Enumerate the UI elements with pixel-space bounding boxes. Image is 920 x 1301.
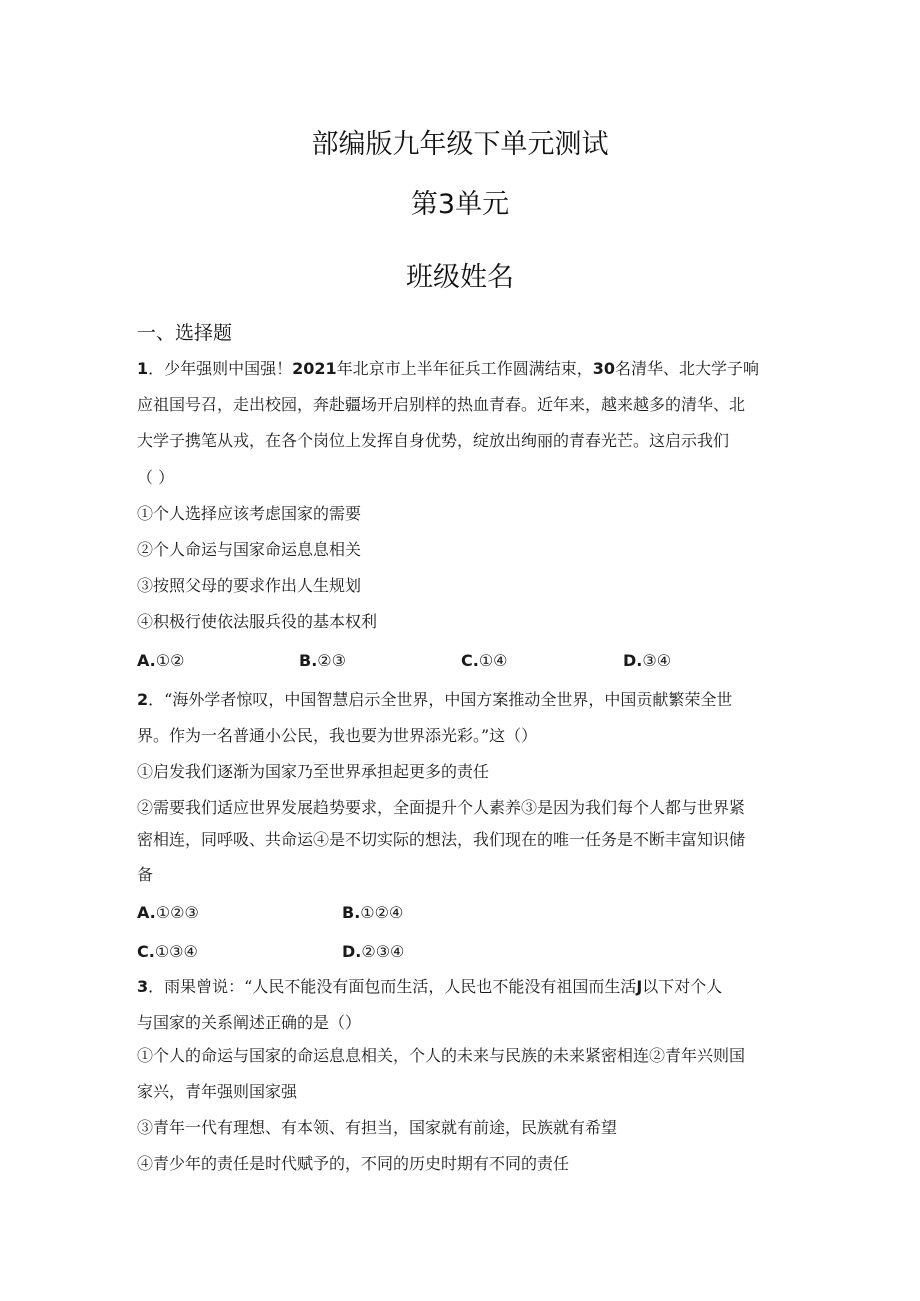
option-value: ①②③ — [155, 903, 199, 922]
question-1-line-1 — [137, 356, 787, 379]
question-1-line-2: 应祖国号召，走出校园，奔赴疆场开启别样的热血青春。近年来，越来越多的清华、北 — [137, 395, 746, 414]
option-letter: A. — [137, 651, 156, 670]
class-name-line: 班级姓名 — [406, 262, 514, 293]
question-3-statement-3: ③青年一代有理想、有本领、有担当，国家就有前途，民族就有希望 — [137, 1118, 618, 1137]
question-3-statement-2: 家兴，青年强则国家强 — [137, 1082, 298, 1101]
option-value: ①②④ — [360, 903, 404, 922]
question-3-statement-1: ①个人的命运与国家的命运息息相关，个人的未来与民族的未来紧密相连②青年兴则国 — [137, 1046, 746, 1065]
q1-text-e: 名清华、北大学子响 — [614, 359, 759, 378]
question-2-option-d[interactable] — [342, 942, 404, 961]
question-1-option-b[interactable] — [299, 651, 346, 670]
question-1-statement-2: ②个人命运与国家命运息息相关 — [137, 540, 362, 559]
question-1-statement-3: ③按照父母的要求作出人生规划 — [137, 576, 362, 595]
q3-text-a: ．雨果曾说：“人民不能没有面包而生活，人民也不能没有祖国而生活 — [148, 977, 637, 996]
question-1-line-4: （ ） — [137, 468, 175, 487]
q1-count: 30 — [592, 359, 615, 378]
question-2-statement-4: 备 — [137, 865, 154, 884]
option-letter: C. — [137, 942, 155, 961]
question-3-line-2: 与国家的关系阐述正确的是（） — [137, 1013, 362, 1032]
question-2-statement-1: ①启发我们逐渐为国家乃至世界承担起更多的责任 — [137, 762, 490, 781]
question-1-option-c[interactable] — [461, 651, 508, 670]
question-2-line-2: 界。作为一名普通小公民，我也要为世界添光彩。”这（） — [137, 726, 538, 745]
question-1-option-a[interactable] — [137, 651, 184, 670]
question-1-statement-1: ①个人选择应该考虑国家的需要 — [137, 504, 362, 523]
option-value: ②③④ — [361, 942, 405, 961]
option-letter: A. — [137, 903, 156, 922]
unit-title: 第3单元 — [410, 189, 510, 220]
q2-text: ．“海外学者惊叹，中国智慧启示全世界，中国方案推动全世界，中国贡献繁荣全世 — [148, 690, 733, 709]
question-1-option-d[interactable] — [623, 651, 671, 670]
q1-year: 2021 — [292, 359, 337, 378]
q1-text-a: ．少年强则中国强！ — [148, 359, 293, 378]
question-2-statement-2: ②需要我们适应世界发展趋势要求，全面提升个人素养③是因为我们每个人都与世界紧 — [137, 798, 746, 817]
option-letter: D. — [342, 942, 362, 961]
option-value: ①④ — [478, 651, 508, 670]
question-2-option-a[interactable] — [137, 903, 199, 922]
doc-title: 部编版九年级下单元测试 — [311, 129, 609, 160]
question-1-number: 1 — [137, 359, 149, 378]
option-letter: B. — [342, 903, 361, 922]
question-1-statement-4: ④积极行使依法服兵役的基本权利 — [137, 612, 378, 631]
question-3-statement-4: ④青少年的责任是时代赋予的，不同的历史时期有不同的责任 — [137, 1154, 570, 1173]
q3-text-j: J — [636, 977, 643, 996]
option-letter: C. — [461, 651, 479, 670]
option-value: ①③④ — [154, 942, 198, 961]
option-value: ①② — [155, 651, 185, 670]
question-2-statement-3: 密相连，同呼吸、共命运④是不切实际的想法，我们现在的唯一任务是不断丰富知识储 — [137, 830, 746, 849]
question-2-line-1 — [137, 687, 787, 710]
question-3-line-1 — [137, 974, 787, 997]
option-letter: B. — [299, 651, 318, 670]
q3-text-c: 以下对个人 — [642, 977, 723, 996]
question-2-option-c[interactable] — [137, 942, 198, 961]
question-3-number: 3 — [137, 977, 149, 996]
option-value: ②③ — [317, 651, 346, 670]
q1-text-c: 年北京市上半年征兵工作圆满结束， — [336, 359, 593, 378]
option-letter: D. — [623, 651, 643, 670]
question-2-number: 2 — [137, 690, 149, 709]
question-2-option-b[interactable] — [342, 903, 403, 922]
section-heading: 一、选择题 — [137, 322, 233, 344]
option-value: ③④ — [642, 651, 672, 670]
question-1-line-3: 大学子携笔从戎，在各个岗位上发挥自身优势，绽放出绚丽的青春光芒。这启示我们 — [137, 431, 730, 450]
